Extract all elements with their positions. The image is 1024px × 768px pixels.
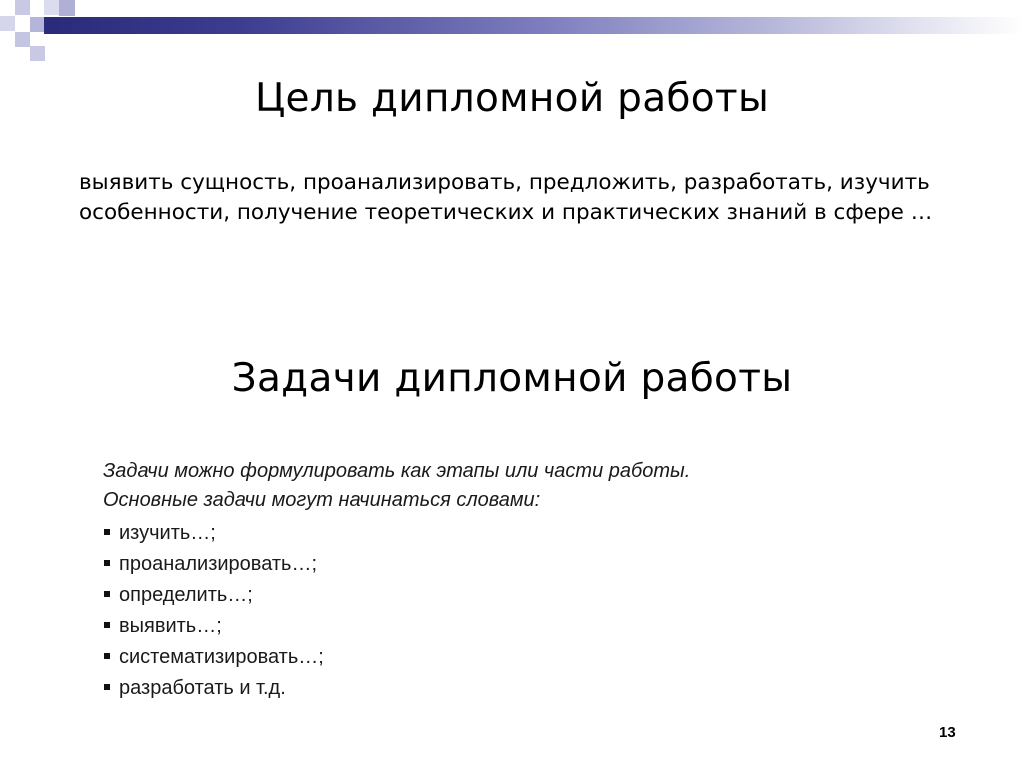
list-item <box>103 549 324 580</box>
task-text: систематизировать…; <box>119 646 324 668</box>
task-text: определить…; <box>119 584 253 606</box>
list-item <box>103 642 324 673</box>
goal-text: выявить сущность, проанализировать, предложить, разработать, изучить особенности, получение теоретических и практических знаний в сфере … <box>79 170 933 225</box>
list-item <box>103 580 324 611</box>
square-bullet-icon <box>104 560 110 566</box>
tasks-intro-line: Задачи можно формулировать как этапы или части работы. <box>103 460 691 482</box>
decor-square <box>44 0 59 15</box>
task-text: проанализировать…; <box>119 553 318 575</box>
task-text: выявить…; <box>119 615 222 637</box>
decor-square <box>30 17 45 32</box>
task-text: разработать и т.д. <box>119 677 286 699</box>
square-bullet-icon <box>104 684 110 690</box>
decor-square <box>15 32 30 47</box>
square-bullet-icon <box>104 529 110 535</box>
square-bullet-icon <box>104 622 110 628</box>
tasks-list <box>103 518 324 704</box>
goal-title: Цель дипломной работы <box>254 76 770 121</box>
task-text: изучить…; <box>119 522 216 544</box>
decor-square <box>0 16 15 31</box>
page-number: 13 <box>939 724 956 741</box>
decor-square <box>59 0 75 16</box>
list-item <box>103 673 324 704</box>
decor-square <box>44 17 60 33</box>
list-item <box>103 611 324 642</box>
decor-square <box>30 46 45 61</box>
tasks-title: Задачи дипломной работы <box>231 356 793 401</box>
decor-square <box>15 0 30 15</box>
header-gradient-band <box>44 17 1024 34</box>
square-bullet-icon <box>104 653 110 659</box>
tasks-intro <box>103 457 923 515</box>
list-item <box>103 518 324 549</box>
tasks-intro-line: Основные задачи могут начинаться словами: <box>103 489 541 511</box>
square-bullet-icon <box>104 591 110 597</box>
